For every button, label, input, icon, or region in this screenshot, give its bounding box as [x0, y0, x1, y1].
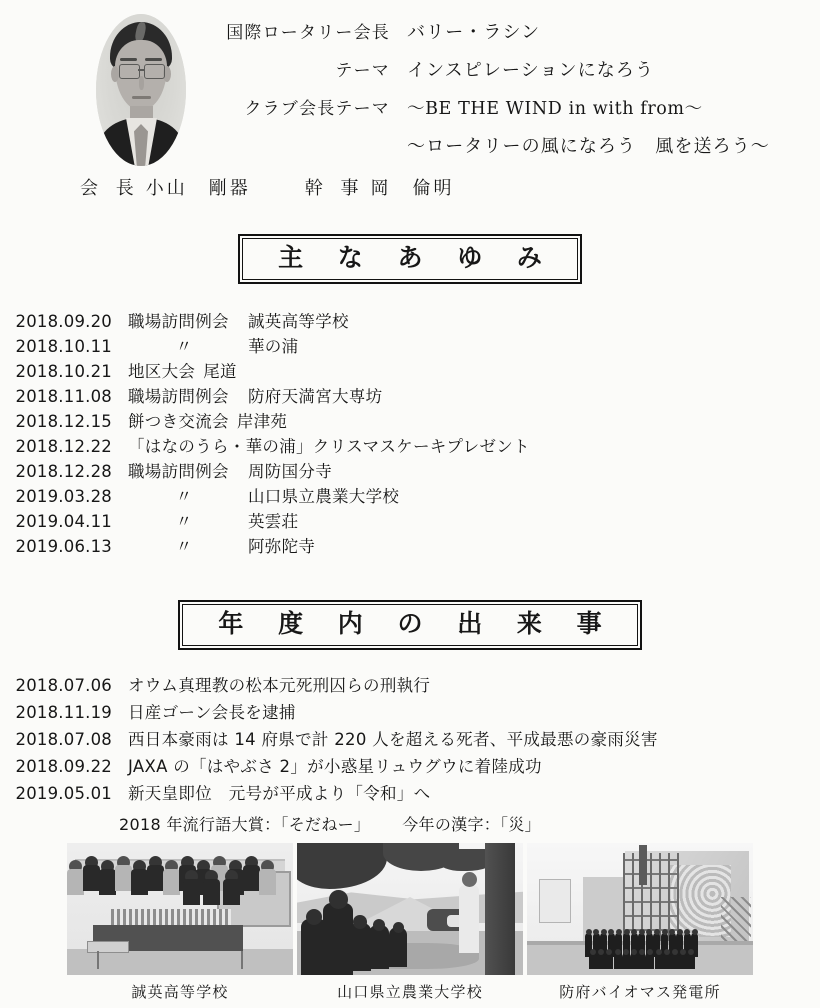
- event-row: [0, 699, 820, 726]
- event-row: [0, 726, 820, 753]
- club-theme-value-ja: ～ロータリーの風になろう 風を送ろう～: [407, 136, 770, 157]
- masthead-row-club-theme-ja: [0, 132, 820, 170]
- event-row: [0, 780, 820, 807]
- photo-strip: [0, 843, 820, 1002]
- photo-cell-2: [297, 843, 523, 1002]
- photo-figure: [589, 953, 597, 969]
- photo-figure: [687, 953, 695, 969]
- photo-figure: [597, 953, 605, 969]
- masthead-row-club-theme: [0, 94, 820, 132]
- ditto-mark: 〃: [175, 337, 193, 356]
- event-row: [0, 753, 820, 780]
- officers-line: [80, 174, 454, 200]
- photo-figure: [663, 953, 671, 969]
- ditto-mark: 〃: [175, 487, 193, 506]
- masthead-row-ri-president: [0, 18, 820, 56]
- section-heading-year-events: [0, 600, 820, 650]
- history-row-place: 山口県立農業大学校: [248, 487, 400, 506]
- history-row-place: 防府天満宮大専坊: [248, 387, 383, 406]
- history-row: [0, 508, 820, 533]
- history-row-date: 2018.09.20: [15, 312, 112, 331]
- photo-figure-head: [329, 890, 348, 909]
- history-row-place: 岸津苑: [236, 412, 288, 431]
- history-row-place: 誠英高等学校: [248, 312, 349, 331]
- photo-figure-head: [586, 929, 592, 935]
- history-row-place: 尾道: [203, 362, 237, 381]
- ditto-mark: 〃: [175, 537, 193, 556]
- photo-figure-head: [692, 929, 698, 935]
- history-row-event: 「はなのうら・華の浦」クリスマスケーキプレゼント: [128, 437, 530, 456]
- event-row-date: 2018.11.19: [15, 703, 112, 722]
- history-row-body: [128, 433, 530, 457]
- photo-figure: [638, 953, 646, 969]
- history-row-date: 2018.12.28: [15, 462, 112, 481]
- history-row: [0, 483, 820, 508]
- history-row-date: 2018.12.15: [15, 412, 112, 431]
- photo-caption-3: 防府バイオマス発電所: [559, 983, 721, 1001]
- photo-figure-head: [616, 929, 622, 935]
- history-row-body: [128, 358, 237, 382]
- history-row: [0, 533, 820, 558]
- history-row: [0, 383, 820, 408]
- photo-figure: [349, 923, 371, 971]
- theme-label: テーマ: [335, 61, 390, 81]
- club-theme-label: クラブ会長テーマ: [244, 99, 390, 119]
- section1-heading-text: 主 な あ ゆ み: [278, 243, 555, 272]
- event-row-text: JAXA の「はやぶさ 2」が小惑星リュウグウに着陸成功: [128, 757, 542, 776]
- photo-figure: [614, 953, 622, 969]
- history-row-body: [128, 508, 298, 532]
- event-row-text: オウム真理教の松本元死刑囚らの刑執行: [128, 676, 431, 695]
- history-row-place: 英雲荘: [248, 512, 299, 531]
- photo-caption-1: 誠英高等学校: [131, 983, 229, 1001]
- buzzword-award-text: 2018 年流行語大賞：「そだねー」: [119, 815, 371, 834]
- history-row-body: [128, 333, 298, 357]
- photo-figure-head: [393, 922, 404, 933]
- history-row: [0, 308, 820, 333]
- photo-figure: [630, 953, 638, 969]
- history-row-body: [128, 308, 349, 332]
- history-row-place: 華の浦: [248, 337, 299, 356]
- photo-seiei-high-school: [67, 843, 293, 975]
- history-row-event: 地区大会: [128, 362, 196, 381]
- photo-figure: [369, 925, 389, 969]
- photo-figure: [389, 927, 407, 967]
- photo-figure-head: [677, 929, 683, 935]
- history-row-place: 阿弥陀寺: [248, 537, 316, 556]
- president-title: 会 長: [80, 178, 140, 199]
- kanji-of-year-text: 今年の漢字：「災」: [402, 815, 541, 834]
- history-row-date: 2019.06.13: [15, 537, 112, 556]
- masthead: [0, 0, 820, 215]
- event-row-date: 2018.07.06: [15, 676, 112, 695]
- history-row-body: [128, 383, 382, 407]
- president-name: 小山 剛器: [145, 178, 251, 199]
- secretary-name: 岡 倫明: [370, 178, 455, 199]
- history-row-date: 2018.10.11: [15, 337, 112, 356]
- photo-figure-head: [662, 929, 668, 935]
- history-row: [0, 333, 820, 358]
- masthead-row-theme: [0, 56, 820, 94]
- photo-figure-head: [353, 915, 367, 929]
- section-heading-main-history: [0, 234, 820, 284]
- history-row-body: [128, 458, 332, 482]
- history-row: [0, 358, 820, 383]
- photo-figure-head: [601, 929, 607, 935]
- event-row: [0, 672, 820, 699]
- award-line: [0, 812, 820, 835]
- history-row-date: 2018.12.22: [15, 437, 112, 456]
- event-row-date: 2018.09.22: [15, 757, 112, 776]
- year-events-list: [0, 672, 820, 807]
- photo-figure-head: [654, 929, 660, 935]
- history-row-event: 職場訪問例会: [128, 312, 229, 331]
- history-row-date: 2018.11.08: [15, 387, 112, 406]
- history-row-date: 2019.04.11: [15, 512, 112, 531]
- secretary-title: 幹 事: [304, 178, 365, 199]
- event-row-text: 日産ゴーン会長を逮捕: [128, 703, 296, 722]
- history-row-body: [128, 533, 315, 557]
- theme-value: インスピレーションになろう: [407, 60, 655, 81]
- history-row-place: 周防国分寺: [248, 462, 332, 481]
- photo-figure: [655, 953, 663, 969]
- ri-president-name: バリー・ラシン: [407, 22, 541, 43]
- photo-figure: [646, 953, 654, 969]
- photo-figure-head: [623, 949, 629, 955]
- history-row-body: [128, 483, 399, 507]
- history-row: [0, 408, 820, 433]
- photo-figure-head: [664, 949, 670, 955]
- history-row-event: 職場訪問例会: [128, 462, 229, 481]
- photo-figure: [679, 953, 687, 969]
- photo-figure-head: [631, 949, 637, 955]
- event-row-text: 新天皇即位 元号が平成より「令和」へ: [128, 784, 431, 803]
- club-theme-value-en: ～BE THE WIND in with from～: [407, 99, 703, 119]
- photo-figure-head: [672, 949, 678, 955]
- history-row-body: [128, 408, 287, 432]
- photo-figure-head: [624, 929, 630, 935]
- photo-yamaguchi-agriculture-college: [297, 843, 523, 975]
- photo-caption-2: 山口県立農業大学校: [337, 983, 483, 1001]
- photo-figure-head: [656, 949, 662, 955]
- history-list: [0, 308, 820, 558]
- history-row: [0, 433, 820, 458]
- masthead-lines: [0, 18, 820, 170]
- photo-cell-1: [67, 843, 293, 1002]
- event-row-date: 2018.07.08: [15, 730, 112, 749]
- event-row-text: 西日本豪雨は 14 府県で計 220 人を超える死者、平成最悪の豪雨災害: [128, 730, 658, 749]
- history-row: [0, 458, 820, 483]
- history-row-date: 2019.03.28: [15, 487, 112, 506]
- history-row-event: 餅つき交流会: [128, 412, 229, 431]
- photo-hofu-biomass-power-plant: [527, 843, 753, 975]
- ditto-mark: 〃: [175, 512, 193, 531]
- photo-cell-3: [527, 843, 753, 1002]
- ri-president-label: 国際ロータリー会長: [226, 23, 390, 43]
- history-row-event: 職場訪問例会: [128, 387, 229, 406]
- photo-figure-head: [590, 949, 596, 955]
- section2-heading-text: 年 度 内 の 出 来 事: [218, 609, 615, 638]
- photo-figure: [605, 953, 613, 969]
- history-row-date: 2018.10.21: [15, 362, 112, 381]
- photo-figure: [671, 953, 679, 969]
- event-row-date: 2019.05.01: [15, 784, 112, 803]
- photo-figure: [622, 953, 630, 969]
- photo-figure-head: [639, 929, 645, 935]
- photo-figure-head: [615, 949, 621, 955]
